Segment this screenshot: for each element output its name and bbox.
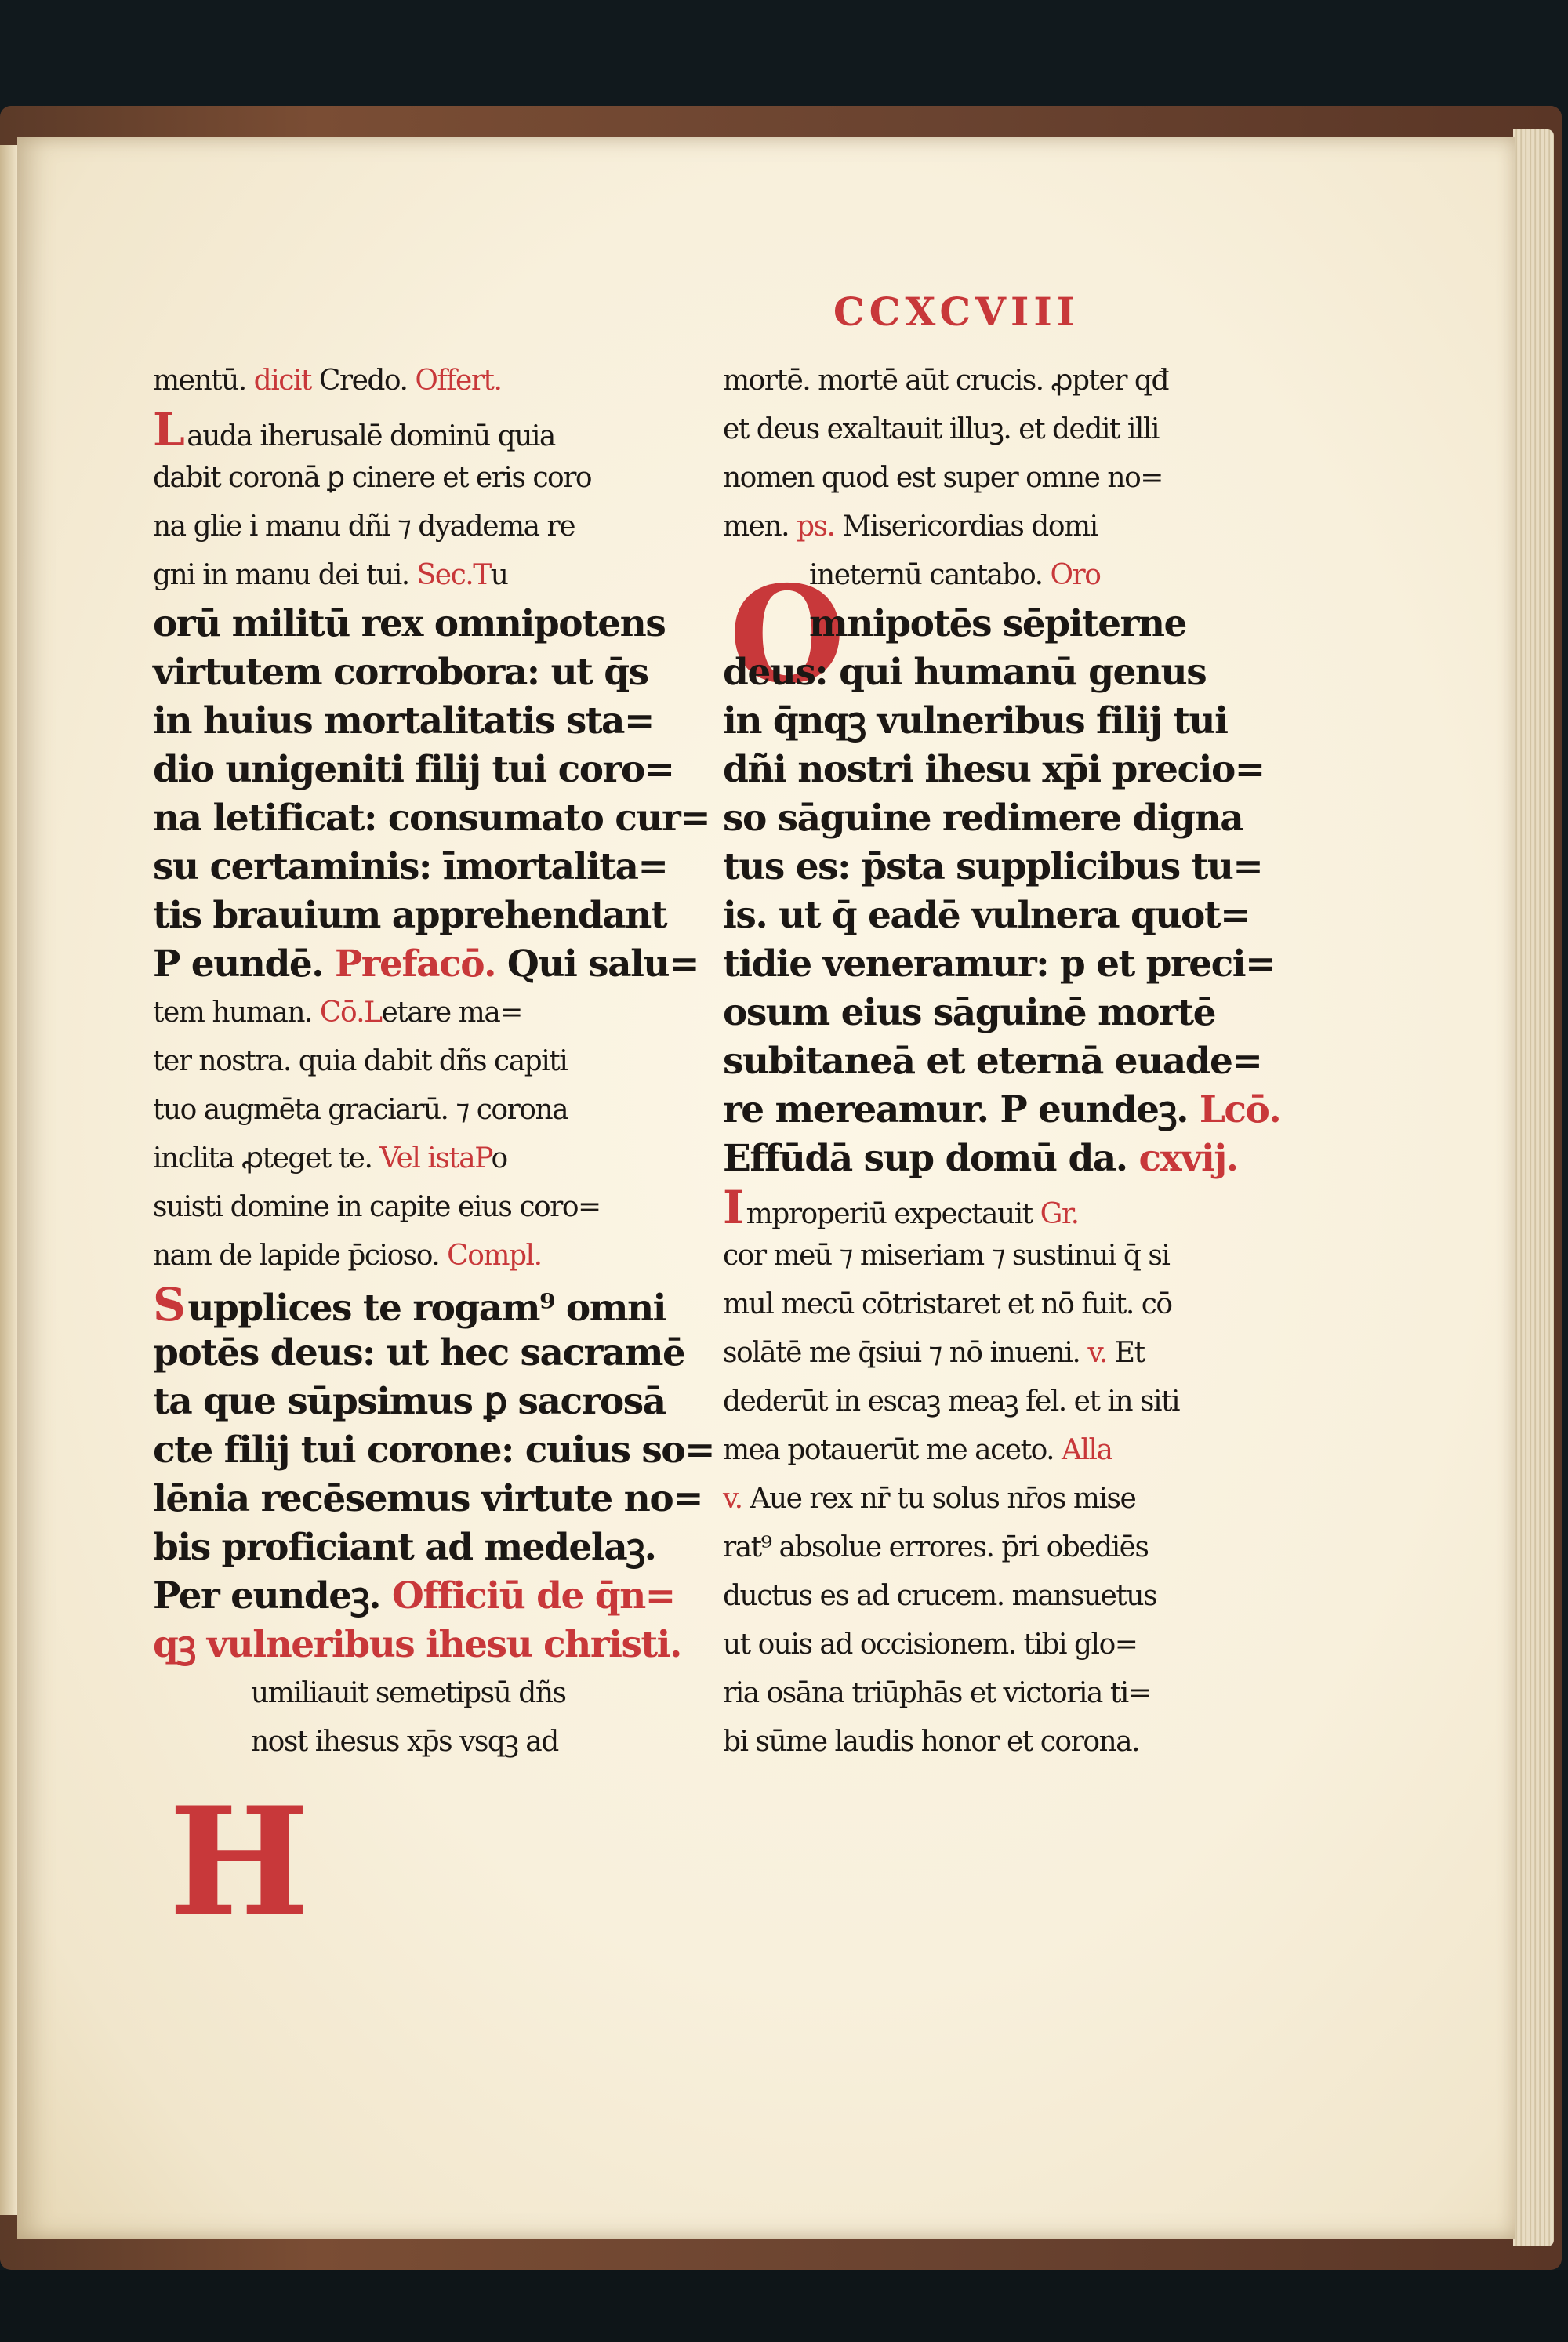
text-line <box>723 794 1243 843</box>
line-text: deus: qui humanū genus <box>723 651 1207 694</box>
text-line <box>153 1572 675 1621</box>
text-line <box>723 1280 1209 1329</box>
line-text: Aue rex nr̄ tu solus nr̄os mise <box>742 1483 1136 1515</box>
left-text-column <box>153 357 715 1766</box>
text-line <box>723 1572 1209 1621</box>
right-text-column <box>723 357 1281 1766</box>
text-line <box>153 1378 666 1426</box>
line-text: mea potauerūt me aceto. <box>723 1434 1062 1466</box>
text-line <box>153 405 639 454</box>
text-line <box>723 1232 1209 1280</box>
text-line <box>153 1475 703 1523</box>
rubric-text: Oro <box>1050 559 1101 591</box>
text-line <box>153 1669 639 1718</box>
line-text: nomen quod est super omne no= <box>723 462 1163 494</box>
line-text: tidie veneramur: p et preci= <box>723 942 1276 986</box>
text-line <box>153 1232 639 1280</box>
line-text: Effūdā sup domū da. <box>723 1137 1139 1180</box>
text-line <box>723 551 1209 600</box>
line-text: inclita ꝓteget te. <box>153 1142 380 1175</box>
line-text: o <box>491 1142 507 1175</box>
text-line <box>153 794 710 843</box>
text-line <box>153 1426 715 1475</box>
line-text: Qui salu= <box>495 942 699 986</box>
text-line <box>153 357 639 405</box>
line-text: dñi nostri ihesu xp̄i precio= <box>723 748 1265 791</box>
rubric-text: Compl. <box>447 1240 542 1272</box>
text-line <box>723 648 1209 697</box>
text-line <box>723 1718 1209 1766</box>
rubric-text: v. <box>1087 1337 1107 1369</box>
line-text: bis proficiant ad medelaꝫ. <box>153 1526 656 1569</box>
rubric-text: Cō. <box>319 997 365 1029</box>
line-text: ta que sūpsimus ꝑ sacrosā <box>153 1380 666 1423</box>
text-line <box>723 1329 1209 1378</box>
text-line <box>153 1718 639 1766</box>
line-text: upplices te rogam⁹ omni <box>187 1287 666 1330</box>
text-line <box>723 891 1250 940</box>
line-text: gni in manu dei tui. <box>153 559 417 591</box>
line-text: P eundē. <box>153 942 335 986</box>
text-line <box>723 697 1228 746</box>
text-line <box>723 1086 1281 1135</box>
text-line <box>153 648 648 697</box>
text-line <box>153 891 667 940</box>
line-text: etare ma= <box>381 997 522 1029</box>
line-text: tem human. <box>153 997 320 1029</box>
red-initial: S <box>153 1278 185 1331</box>
text-line <box>153 1523 656 1572</box>
line-text: ineternū cantabo. <box>809 559 1051 591</box>
line-text: cte filij tui corone: cuius so= <box>153 1429 715 1472</box>
line-text: tis brauium apprehendant <box>153 894 667 937</box>
text-line <box>723 600 1209 648</box>
line-text: mproperiū expectauit <box>746 1198 1040 1230</box>
line-text: mnipotēs sēpiterne <box>809 602 1186 645</box>
line-text: in huius mortalitatis sta= <box>153 699 654 743</box>
line-text: su certaminis: īmortalita= <box>153 845 668 888</box>
text-line <box>153 1183 639 1232</box>
line-text: Et <box>1106 1337 1145 1369</box>
text-line <box>153 503 639 551</box>
line-text: Credo. <box>310 365 416 397</box>
line-text: lēnia recēsemus virtute no= <box>153 1477 703 1520</box>
line-text: umiliauit semetipsū dñs <box>251 1677 566 1709</box>
facing-page-edge <box>0 145 17 2215</box>
text-line <box>153 1086 639 1135</box>
text-line <box>153 1329 685 1378</box>
rubric-text: dicit <box>253 365 311 397</box>
line-text: dabit coronā ꝑ cinere et eris coro <box>153 462 592 494</box>
text-line <box>723 843 1263 891</box>
rubric-text: cxvij. <box>1138 1137 1238 1180</box>
line-text: tus es: p̄sta supplicibus tu= <box>723 845 1263 888</box>
text-line <box>153 697 654 746</box>
rubric-text: Officiū de q̄n= <box>391 1574 675 1618</box>
rubric-text: v. <box>723 1483 742 1515</box>
text-line <box>723 454 1209 503</box>
text-line <box>723 989 1216 1037</box>
text-line <box>153 1621 681 1669</box>
text-line <box>723 1669 1209 1718</box>
text-line <box>153 1278 666 1331</box>
line-text: potēs deus: ut hec sacramē <box>153 1331 685 1374</box>
line-text: Misericordias domi <box>834 510 1098 543</box>
line-text: in q̄nqꝫ vulneribus filij tui <box>723 699 1228 743</box>
rubric-text: Gr. <box>1040 1198 1079 1230</box>
line-text: Per eundeꝫ. <box>153 1574 392 1618</box>
folio-number: CCXCVIII <box>833 289 1080 335</box>
text-line <box>723 746 1265 794</box>
decorated-initial-o: O <box>729 557 846 713</box>
text-line <box>153 551 639 600</box>
rubric-text: Vel ista <box>379 1142 475 1175</box>
text-line <box>153 1135 639 1183</box>
background-surface <box>0 2270 1568 2342</box>
rubric-text: Prefacō. <box>334 942 495 986</box>
line-text: men. <box>723 510 797 543</box>
line-text: suisti domine in capite eius coro= <box>153 1191 601 1223</box>
line-text: mentū. <box>153 365 254 397</box>
text-line <box>153 1037 639 1086</box>
line-text: subitaneā et eternā euade= <box>723 1040 1262 1083</box>
decorated-initial-h: H <box>169 1774 310 1949</box>
text-line <box>723 405 1209 454</box>
text-line <box>153 454 639 503</box>
red-initial: I <box>723 1181 743 1234</box>
red-initial: T <box>473 559 491 591</box>
text-line <box>153 940 699 989</box>
line-text: virtutem corrobora: ut q̄s <box>153 651 648 694</box>
text-line <box>723 1135 1238 1183</box>
rubric-text: Lcō. <box>1199 1088 1281 1131</box>
rubric-text: Sec. <box>416 559 474 591</box>
text-line <box>723 1183 1209 1232</box>
text-line <box>723 503 1209 551</box>
red-initial: L <box>364 997 382 1029</box>
line-text: dederūt in escaꝫ meaꝫ fel. et in siti <box>723 1385 1179 1418</box>
line-text: nost ihesus xp̄s vsqꝫ ad <box>251 1726 558 1758</box>
line-text: ductus es ad crucem. mansuetus <box>723 1580 1157 1612</box>
line-text: is. ut q̄ eadē vulnera quot= <box>723 894 1250 937</box>
text-line <box>723 1523 1209 1572</box>
text-line <box>723 1426 1209 1475</box>
line-text: auda iherusalē dominū quia <box>187 420 555 452</box>
line-text: cor meū ⁊ miseriam ⁊ sustinui q̄ si <box>723 1240 1170 1272</box>
rubric-text: ps. <box>797 510 835 543</box>
page-stack-edges <box>1513 129 1554 2246</box>
line-text: osum eius sāguinē mortē <box>723 991 1216 1034</box>
line-text: et deus exaltauit illuꝫ. et dedit illi <box>723 413 1159 445</box>
line-text: so sāguine redimere digna <box>723 797 1243 840</box>
line-text: mul mecū cōtristaret et nō fuit. cō <box>723 1288 1172 1320</box>
line-text: nam de lapide p̄cioso. <box>153 1240 448 1272</box>
line-text: na letificat: consumato cur= <box>153 797 710 840</box>
line-text: ter nostra. quia dabit dñs capiti <box>153 1045 568 1077</box>
text-line <box>723 1037 1262 1086</box>
line-text: na glie i manu dñi ⁊ dyadema re <box>153 510 575 543</box>
red-initial: P <box>474 1142 492 1175</box>
line-text: ria osāna triūphās et victoria ti= <box>723 1677 1151 1709</box>
red-initial: L <box>153 403 184 456</box>
text-line <box>723 1378 1209 1426</box>
line-text: tuo augmēta graciarū. ⁊ corona <box>153 1094 568 1126</box>
rubric-text: Alla <box>1062 1434 1112 1466</box>
line-text: rat⁹ absolue errores. p̄ri obediēs <box>723 1531 1149 1563</box>
rubric-text: Offert. <box>415 365 502 397</box>
text-line <box>723 940 1276 989</box>
text-line <box>153 600 666 648</box>
line-text: re mereamur. P eundeꝫ. <box>723 1088 1200 1131</box>
text-line <box>723 1475 1209 1523</box>
line-text: bi sūme laudis honor et corona. <box>723 1726 1140 1758</box>
text-line <box>153 746 674 794</box>
text-line <box>153 989 639 1037</box>
text-line <box>723 1621 1209 1669</box>
line-text: ut ouis ad occisionem. tibi glo= <box>723 1629 1138 1661</box>
rubric-text: qꝫ vulneribus ihesu christi. <box>153 1623 681 1666</box>
line-text: u <box>490 559 508 591</box>
text-line <box>153 843 668 891</box>
line-text: orū militū rex omnipotens <box>153 602 666 645</box>
line-text: solātē me q̄siui ⁊ nō inueni. <box>723 1337 1088 1369</box>
line-text: mortē. mortē aūt crucis. ꝓpter qđ <box>723 365 1169 397</box>
line-text: dio unigeniti filij tui coro= <box>153 748 674 791</box>
text-line <box>723 357 1209 405</box>
